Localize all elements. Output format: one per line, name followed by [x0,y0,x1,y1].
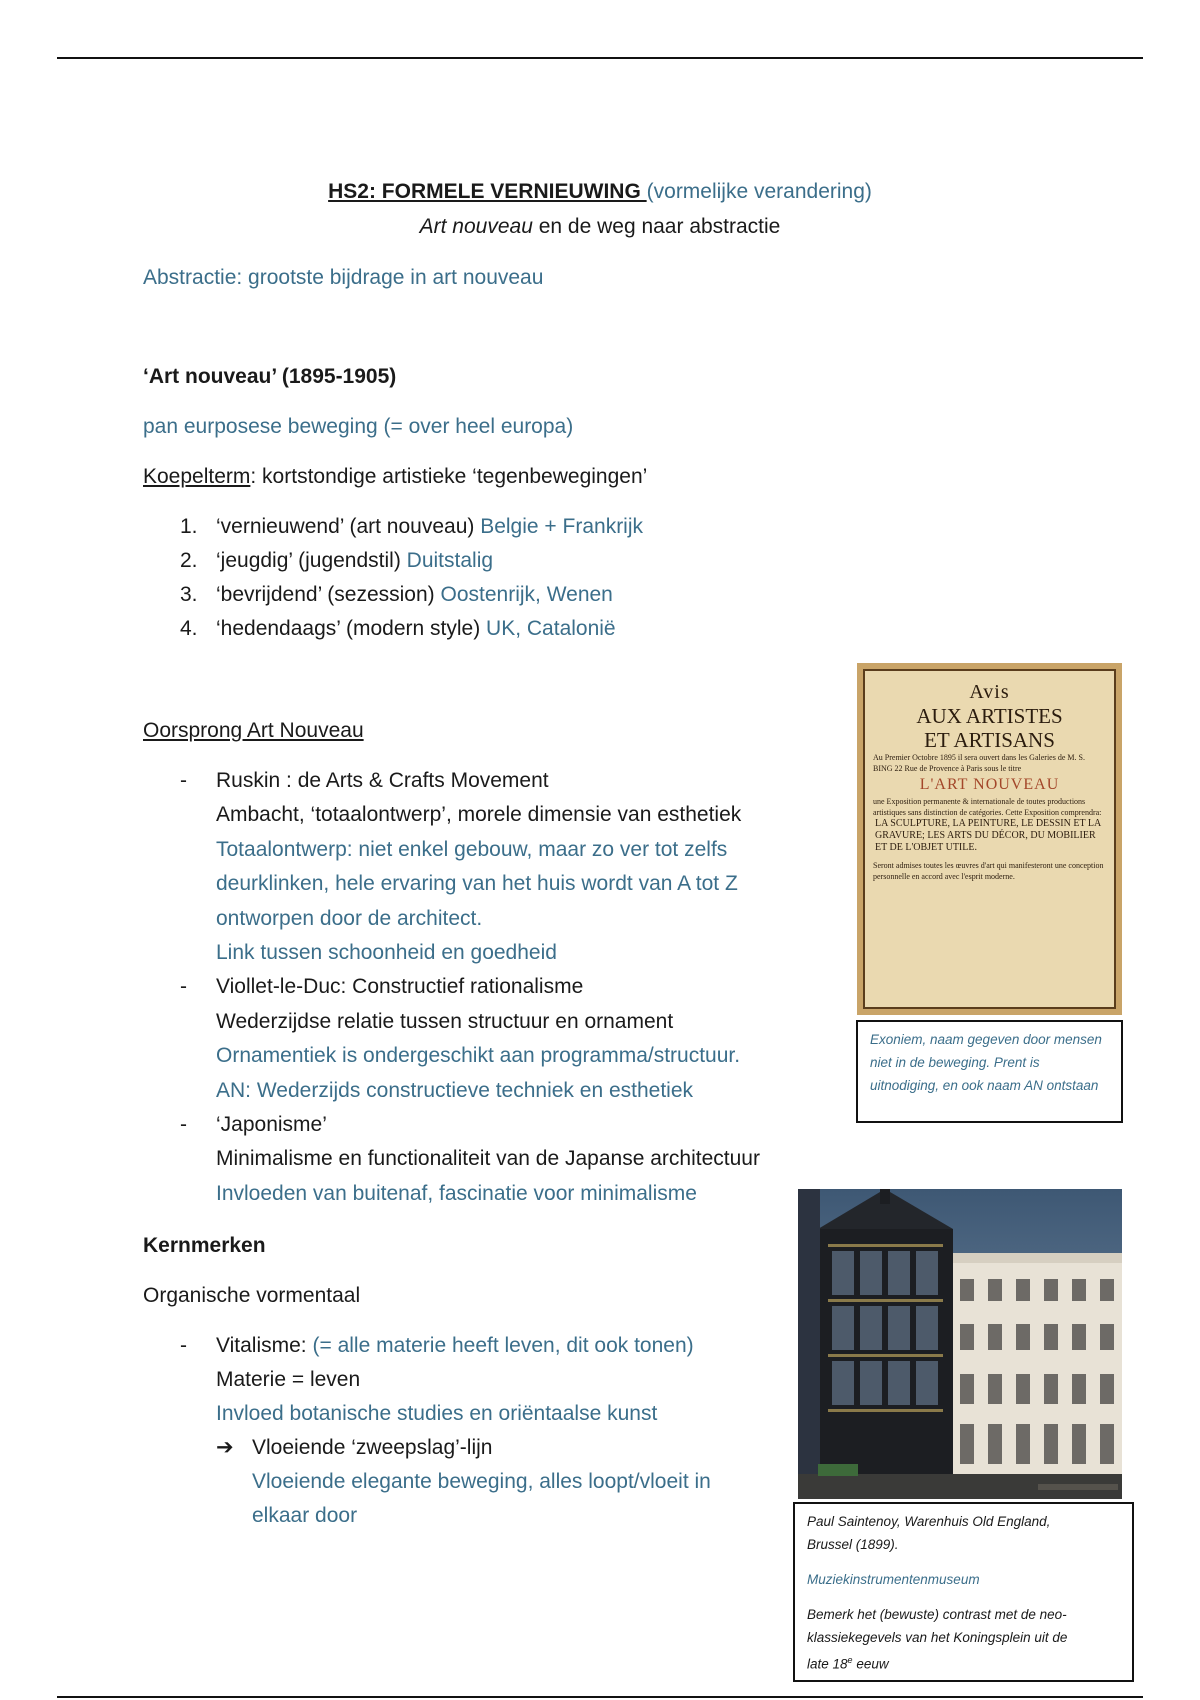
list-item-number: 4. [180,617,198,640]
caption-museum: Muziekinstrumentenmuseum [807,1572,980,1587]
poster-small-3: Seront admises toutes les œuvres d'art qui manifesteront une conception personnelle en accord avec l'esprit moderne. [873,861,1104,881]
list-item-text: ‘jeugdig’ (jugendstil) [216,549,407,572]
list-item [216,578,613,612]
dash-bullet: - [180,1334,187,1357]
section-title-art-nouveau: ‘Art nouveau’ (1895-1905) [143,365,397,388]
chapter-title: HS2: FORMELE VERNIEUWING [328,180,647,203]
koepelterm-label: Koepelterm [143,465,251,488]
dash-bullet: - [180,1113,187,1136]
list-item-note: UK, Catalonië [486,617,616,640]
oorsprong-line: Totaalontwerp: niet enkel gebouw, maar zo ver tot zelfs [216,837,728,861]
list-item-text: ‘hedendaags’ (modern style) [216,617,487,640]
poster-avis: Avis [969,681,1010,703]
caption-line-6-end: eeuw [852,1656,889,1672]
list-item-note: Belgie + Frankrijk [480,515,644,538]
art-nouveau-note: pan eurposese beweging (= over heel europa) [143,415,574,438]
list-item-text: ‘bevrijdend’ (sezession) [216,583,441,606]
oorsprong-line: Ornamentiek is ondergeschikt aan programma/structuur. [216,1044,741,1068]
oorsprong-line: Ambacht, ‘totaalontwerp’, morele dimensie van esthetiek [216,803,742,827]
page-title [0,175,1200,209]
vitalisme-line [216,1329,694,1363]
poster-content [863,669,1116,1009]
list-item [216,544,493,578]
caption-line-1: Paul Saintenoy, Warenhuis Old England, [807,1514,1051,1529]
section-title-kernmerken: Kernmerken [143,1234,266,1257]
koepelterm-rest: : kortstondige artistieke ‘tegenbewegingen’ [250,465,648,488]
oorsprong-line: Link tussen schoonheid en goedheid [216,941,557,964]
caption-line-6-text: late 18 [807,1656,848,1672]
bottom-rule [57,1696,1143,1698]
poster-caption: Exoniem, naam gegeven door mensen niet in de beweging. Prent is uitnodiging, en ook naam AN ontstaan [856,1020,1123,1123]
building-photo [798,1189,1122,1499]
oorsprong-line: Minimalisme en functionaliteit van de Japanse architectuur [216,1147,760,1171]
section-title-oorsprong: Oorsprong Art Nouveau [143,719,364,742]
intro-note: Abstractie: grootste bijdrage in art nouveau [143,266,544,289]
poster-line-3: ET ARTISANS [924,728,1055,752]
oorsprong-line: Invloeden van buitenaf, fascinatie voor minimalisme [216,1181,697,1205]
poster-small-1: Au Premier Octobre 1895 il sera ouvert dans les Galeries de M. S. BING 22 Rue de Provence à Paris sous le titre [873,753,1085,773]
koepelterm-line [143,460,647,494]
caption-line-2: Brussel (1899). [807,1537,899,1552]
vloeiende-note-1: Vloeiende elegante beweging, alles loopt/vloeit in [252,1470,711,1493]
top-rule [57,57,1143,59]
dash-bullet: - [180,769,187,792]
list-item-text: ‘vernieuwend’ (art nouveau) [216,515,481,538]
vloeiende-note-2: elkaar door [252,1504,358,1527]
oorsprong-line: Ruskin : de Arts & Crafts Movement [216,769,549,792]
poster-red-title: L'ART NOUVEAU [919,776,1060,793]
chapter-title-note: (vormelijke verandering) [646,180,872,203]
poster-caps: LA SCULPTURE, LA PEINTURE, LE DESSIN ET LA GRAVURE; LES ARTS DU DÉCOR, DU MOBILIER ET DE L'OBJET UTILE. [875,818,1101,853]
list-item [216,612,616,646]
subtitle-rest: en de weg naar abstractie [532,215,781,238]
materie-line: Materie = leven [216,1368,361,1391]
caption-line-6 [807,1649,1120,1676]
list-item-number: 1. [180,515,198,538]
list-item [216,510,643,544]
vloeiende-line: Vloeiende ‘zweepslag’-lijn [252,1436,493,1459]
kernmerken-sub: Organische vormentaal [143,1284,361,1307]
dash-bullet: - [180,975,187,999]
list-item-number: 2. [180,549,198,572]
poster-image [857,663,1122,1015]
arrow-icon: ➔ [216,1436,234,1459]
page-subtitle [0,210,1200,244]
oorsprong-line: ‘Japonisme’ [216,1113,327,1136]
oorsprong-line: Wederzijdse relatie tussen structuur en ornament [216,1009,674,1033]
vitalisme-note: (= alle materie heeft leven, dit ook tonen) [312,1334,694,1357]
oorsprong-line: deurklinken, hele ervaring van het huis wordt van A tot Z [216,872,738,896]
poster-line-2: AUX ARTISTES [916,704,1063,728]
building-illustration [798,1189,1122,1499]
building-caption [793,1502,1134,1682]
oorsprong-line: ontworpen door de architect. [216,906,483,930]
list-item-note: Oostenrijk, Wenen [440,583,613,606]
caption-line-4: Bemerk het (bewuste) contrast met de neo- [807,1607,1067,1622]
caption-line-5: klassiekegevels van het Koningsplein uit de [807,1630,1068,1645]
list-item-note: Duitstalig [406,549,494,572]
invloed-line: Invloed botanische studies en oriëntaalse kunst [216,1402,658,1425]
poster-small-2: une Exposition permanente & internationale de toutes productions artistiques sans distinction de catégories. Cette Exposition comprendra: [873,797,1102,817]
oorsprong-line: AN: Wederzijds constructieve techniek en esthetiek [216,1078,694,1102]
vitalisme-label: Vitalisme: [216,1334,313,1357]
subtitle-italic: Art nouveau [419,215,533,238]
caption-superscript: e [847,1655,853,1665]
oorsprong-line: Viollet-le-Duc: Constructief rationalisme [216,975,584,999]
list-item-number: 3. [180,583,198,606]
